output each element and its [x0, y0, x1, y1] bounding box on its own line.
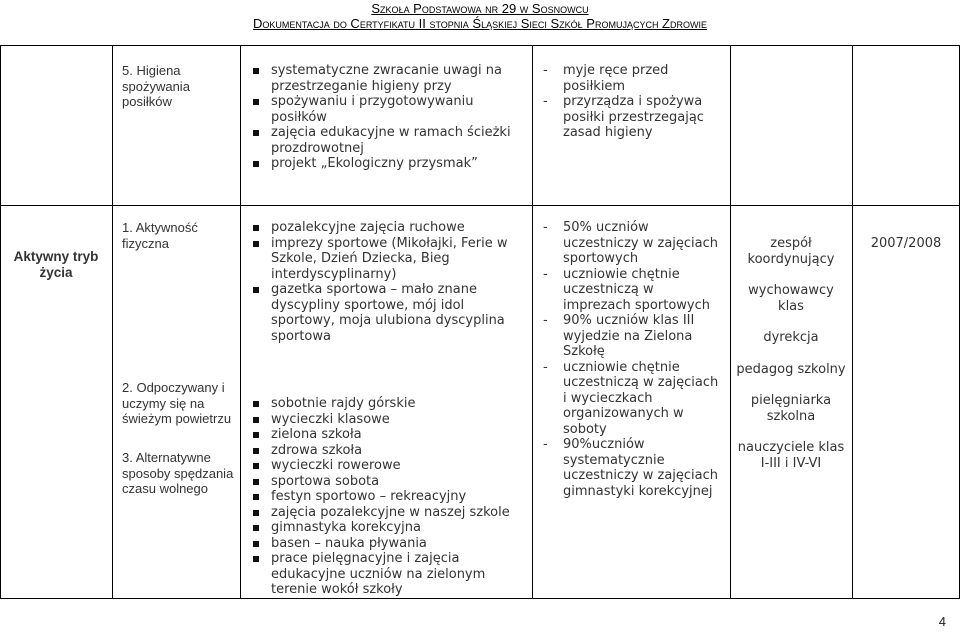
list-item: sportowa sobota: [250, 474, 525, 490]
list-item: zajęcia pozalekcyjne w naszej szkole: [250, 505, 525, 521]
col-divider: [852, 45, 853, 599]
list-item: zajęcia edukacyjne w ramach ścieżki prozdrowotnej: [250, 125, 528, 156]
list-item: festyn sportowo – rekreacyjny: [250, 489, 525, 505]
list-item: basen – nauka pływania: [250, 536, 525, 552]
list-item: spożywaniu i przygotowywaniu posiłków: [250, 94, 528, 125]
responsible-item: zespół koordynujący: [747, 236, 835, 267]
col-divider: [112, 45, 113, 599]
task-cell-outdoor: 2. Odpoczywany i uczymy się na świeżym powietrzu: [122, 380, 232, 426]
school-name: Szkoła Podstawowa nr 29 w Sosnowcu: [371, 1, 589, 16]
actions-cell-hygiene: [250, 63, 528, 172]
list-item: zielona szkoła: [250, 427, 525, 443]
responsible-cell: [734, 236, 848, 471]
list-item: systematyczne zwracanie uwagi na przestrzeganie higieny przy: [250, 63, 528, 94]
list-item: wycieczki rowerowe: [250, 458, 525, 474]
list-item: - myje ręce przed posiłkiem: [543, 63, 723, 94]
list-item: projekt „Ekologiczny przysmak”: [250, 156, 528, 172]
task-cell-physical-activity: 1. Aktywność fizyczna: [122, 220, 198, 251]
date-cell: 2007/2008: [870, 236, 942, 251]
document-title: Dokumentacja do Certyfikatu II stopnia Śląskiej Sieci Szkół Promujących Zdrowie: [252, 16, 707, 31]
col-divider: [240, 45, 241, 599]
row-divider: [0, 205, 960, 206]
table-border-bottom: [0, 598, 960, 599]
responsible-item: pedagog szkolny: [736, 361, 846, 377]
list-item: - 50% uczniów uczestniczy w zajęciach sportowych: [543, 220, 725, 267]
list-item: pozalekcyjne zajęcia ruchowe: [250, 220, 525, 236]
criteria-cell-hygiene: [543, 63, 723, 141]
list-item: - uczniowie chętnie uczestniczą w imprezach sportowych: [543, 267, 725, 314]
list-item: gazetka sportowa – mało znane dyscypliny sportowe, mój idol sportowy, moja ulubiona dyscyplina sportowa: [250, 282, 525, 344]
list-item: wycieczki klasowe: [250, 412, 525, 428]
list-item: - uczniowie chętnie uczestniczą w zajęciach i wycieczkach organizowanych w soboty: [543, 360, 725, 438]
actions-cell-sport: [250, 220, 525, 344]
responsible-item: nauczyciele klas I-III i IV-VI: [737, 440, 845, 471]
list-item: - 90% uczniów klas III wyjedzie na Zielona Szkołę: [543, 313, 725, 360]
list-item: zdrowa szkoła: [250, 443, 525, 459]
list-item: gimnastyka korekcyjna: [250, 520, 525, 536]
col-divider: [0, 45, 1, 599]
actions-cell-outdoor: [250, 396, 525, 598]
task-cell-hygiene: 5. Higiena spożywania posiłków: [122, 63, 190, 109]
table-border-top: [0, 45, 960, 46]
responsible-item: wychowawcy klas: [748, 283, 834, 314]
col-divider: [730, 45, 731, 599]
area-cell-active-lifestyle: Aktywny tryb życia: [13, 249, 99, 280]
list-item: sobotnie rajdy górskie: [250, 396, 525, 412]
task-cell-free-time: 3. Alternatywne sposoby spędzania czasu wolnego: [122, 450, 234, 496]
criteria-cell-active: [543, 220, 725, 499]
col-divider: [532, 45, 533, 599]
list-item: - 90%uczniów systematycznie uczestniczy w zajęciach gimnastyki korekcyjnej: [543, 437, 725, 499]
page-number: 4: [938, 614, 946, 629]
list-item: imprezy sportowe (Mikołajki, Ferie w Szkole, Dzień Dziecka, Bieg interdyscyplinarny): [250, 236, 525, 283]
responsible-item: pielęgniarka szkolna: [750, 393, 832, 424]
list-item: - przyrządza i spożywa posiłki przestrzegając zasad higieny: [543, 94, 723, 141]
list-item: prace pielęgnacyjne i zajęcia edukacyjne uczniów na zielonym terenie wokół szkoły: [250, 551, 525, 598]
responsible-item: dyrekcja: [763, 330, 819, 345]
